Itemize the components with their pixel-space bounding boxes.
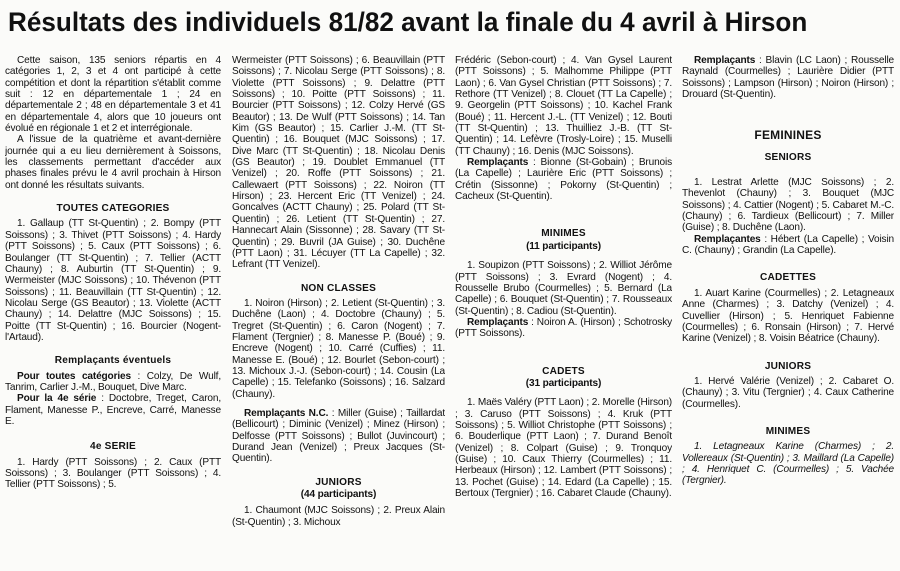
substitutes-paragraph: [682, 234, 894, 257]
substitutes-label: Remplaçants: [467, 316, 529, 328]
substitutes-text: : Noiron A. (Hirson) ; Schotrosky (PTT Soissons).: [455, 316, 672, 340]
substitutes-label: Remplaçants N.C.: [244, 407, 329, 419]
section-heading: CADETS: [542, 365, 585, 377]
section-heading: CADETTES: [760, 272, 816, 284]
column-3: [455, 55, 672, 569]
ranking-list: 1. Soupizon (PTT Soissons) ; 2. Williot Jérôme (PTT Soissons) ; 3. Evrard (Nogent) ; 4. Rousselle Brubo (Courmelles) ; 5. Bernard (La Capelle) ; 6. Bouquet (St-Quentin) ; 7. Rousseaux (St-Quentin) ; 8. Cadiou (St-Quentin).: [455, 260, 672, 317]
ranking-list: 1. Gallaup (TT St-Quentin) ; 2. Bompy (PTT Soissons) ; 3. Thivet (PTT Soissons) ; 4. Hardy (PTT Soissons) ; 5. Caux (PTT Soissons) ; 6. Boulanger (TT St-Quentin) ; 7. Tellier (ACTT Chauny) ; 8. Auburtin (TT St-Quentin) ; 9. Wermeister (MJC Soissons) ; 10. Thévenon (PTT Soissons) ; 11. Beauvillain (TT St-Quentin) ; 12. Nicolau Serge (GS Beautor) ; 13. Violette (ACTT Chauny) ; 14. Delattre (MJC Soissons) ; 15. Poitte (TT St-Quentin) ; 16. Bourcier (Nogent-l'Artaud).: [5, 218, 221, 343]
substitutes-label: Pour toutes catégories: [17, 370, 131, 382]
section-heading: Remplaçants éventuels: [54, 355, 172, 367]
substitutes-text: : Bionne (St-Gobain) ; Brunois (La Capelle) ; Laurière Eric (PTT Soissons) ; Crétin (Sissonne) ; Pokorny (St-Quentin) ; Cacheux (St-Quentin).: [455, 157, 672, 203]
substitutes-text: : Blavin (LC Laon) ; Rousselle Raynald (Courmelles) ; Laurière Didier (PTT Soissons) ; Lampson (Hirson) ; Noiron (Hirson) ; Drouard (St-Quentin).: [682, 55, 894, 101]
substitutes-text: : Miller (Guise) ; Taillardat (Bellicourt) ; Diminic (Venizel) ; Minez (Hirson) ; Delfosse (PTT Soissons) ; Bullot (Juvincourt) ; Durand Jean (Venizel) ; Preux Jacques (St-Quentin).: [232, 407, 445, 465]
ranking-list: 1. Hardy (PTT Soissons) ; 2. Caux (PTT Soissons) ; 3. Boulanger (PTT Soissons) ; 4. Tellier (PTT Soissons) ; 5.: [5, 456, 221, 491]
substitutes-text: : Hébert (La Capelle) ; Voisin C. (Chauny) ; Grandin (La Capelle).: [682, 233, 894, 257]
section-heading: JUNIORS: [764, 360, 812, 372]
section-heading: FEMININES: [754, 128, 822, 143]
substitutes-label: Pour la 4e série: [17, 393, 97, 405]
substitutes-paragraph: [455, 157, 672, 202]
column-1: [5, 55, 221, 569]
ranking-list: 1. Chaumont (MJC Soissons) ; 2. Preux Alain (St-Quentin) ; 3. Michoux: [232, 505, 445, 528]
section-heading: MINIMES: [541, 228, 586, 240]
substitutes-label: Remplaçantes: [694, 233, 761, 245]
section-heading: NON CLASSES: [300, 282, 377, 294]
substitutes-paragraph: [5, 393, 221, 427]
ranking-list: 1. Maës Valéry (PTT Laon) ; 2. Morelle (Hirson) ; 3. Caruso (PTT Soissons) ; 4. Kruk (PTT Soissons) ; 5. Williot Christophe (PTT Soissons) ; 6. Bouderlique (PTT Laon) ; 7. Durand Benoît (Venizel) ; 8. Colpart (Guise) ; 9. Tronquoy (Guise) ; 10. Caux Thierry (Courmelles) ; 11. Herbeaux (Hirson) ; 12. Lambert (PTT Soissons) ; 13. Pochet (Guise) ; 14. Edard (La Capelle) ; 15. Bertoux (Tergnier) ; 16. Cabaret Claude (Chauny).: [455, 397, 672, 499]
ranking-list-continued: Frédéric (Sebon-court) ; 4. Van Gysel Laurent (PTT Soissons) ; 5. Malhomme Philippe (PTT Laon) ; 6. Van Gysel Christian (PTT Soissons) ; 7. Rethore (TT Venizel) ; 8. Clouet (TT La Capelle) ; 9. Georgelin (PTT Soissons) ; 10. Kachel Frank (Boué) ; 11. Hercent J.-L. (TT Venizel) ; 12. Bouti (TT St-Quentin) ; 13. Thuilliez J.-B. (TT St-Quentin) ; 14. Lefèvre (Trosly-Loire) ; 15. Muselli (TT Chauny) ; 16. Denis (MJC Soissons).: [455, 55, 672, 157]
substitutes-paragraph: [232, 408, 445, 465]
ranking-list: 1. Hervé Valérie (Venizel) ; 2. Cabaret O. (Chauny) ; 3. Vitu (Tergnier) ; 4. Caux Catherine (Courmelles).: [682, 375, 894, 410]
substitutes-text: : Doctobre, Treget, Caron, Flament, Manesse P., Encreve, Carré, Manesse E.: [5, 393, 221, 427]
ranking-list: 1. Letagneaux Karine (Charmes) ; 2. Vollereaux (St-Quentin) ; 3. Maillard (La Capelle) ; 4. Henriquet C. (Courmelles) ; 5. Vachée (Tergnier).: [682, 441, 894, 487]
section-heading: SENIORS: [764, 151, 812, 163]
substitutes-text: : Colzy, De Wulf, Tanrim, Carlier J.-M., Bouquet, Dive Marc.: [5, 370, 221, 393]
ranking-list-continued: Wermeister (PTT Soissons) ; 6. Beauvillain (PTT Soissons) ; 7. Nicolau Serge (PTT Soissons) ; 8. Violette (PTT Soissons) ; 9. Delattre (PTT Soissons) ; 10. Poitte (PTT Soissons) ; 11. Bourcier (PTT Soissons) ; 12. Colzy Hervé (GS Beautor) ; 13. De Wulf (PTT Soissons) ; 14. Tan Kim (GS Beautor) ; 15. Carlier J.-M. (TT St-Quentin) ; 16. Bouquet (MJC Soissons) ; 17. Dive Marc (TT St-Quentin) ; 18. Nicolau Denis (GS Beautor) ; 19. Doublet Emmanuel (TT Venizel) ; 20. Roffe (PTT Soissons) ; 21. Callewaert (PTT Soissons) ; 22. Noiron (TT Hirson) ; 23. Hercent Eric (TT Venizel) ; 24. Goncalves (ACTT Chauny) ; 25. Polard (TT St-Quentin) ; 26. Letient (TT St-Quentin) ; 27. Hannecart Alain (Sissonne) ; 28. Savary (TT St-Quentin) ; 29. Buvril (JA Guise) ; 30. Duchêne (PTT Laon) ; 31. Lécuyer (TT La Capelle) ; 32. Lefrant (TT Venizel).: [232, 55, 445, 271]
substitutes-paragraph: [455, 317, 672, 340]
substitutes-paragraph: [682, 55, 894, 100]
section-heading: MINIMES: [765, 425, 811, 437]
section-subheading: (31 participants): [525, 377, 602, 389]
column-2: [232, 55, 445, 569]
page-title: Résultats des individuels 81/82 avant la finale du 4 avril à Hirson: [8, 7, 808, 37]
intro-paragraph: Cette saison, 135 seniors répartis en 4 catégories 1, 2, 3 et 4 ont participé à cette compétition et dont la répartition s'établit comme suit : 12 en départementale 1 ; 24 en départementale 2 ; 48 en départementale 3 et 41 en départementale 4, alors que 10 joueurs ont évolué en régionale 1 et 2 et interrégionale.: [5, 55, 221, 135]
section-heading: JUNIORS: [315, 476, 362, 488]
substitutes-label: Remplaçants: [694, 55, 756, 66]
substitutes-label: Remplaçants: [467, 157, 529, 169]
substitutes-paragraph: [5, 371, 221, 394]
column-4: [682, 55, 894, 569]
ranking-list: 1. Lestrat Arlette (MJC Soissons) ; 2. Thevenlot (Chauny) ; 3. Bouquet (MJC Soissons) ; 4. Cattier (Nogent) ; 5. Cabaret M.-C. (Chauny) ; 6. Tardieux (Bellicourt) ; 7. Miller (Guise) ; 8. Duchêne (Laon).: [682, 177, 894, 234]
ranking-list: 1. Noiron (Hirson) ; 2. Letient (St-Quentin) ; 3. Duchêne (Laon) ; 4. Doctobre (Chauny) ; 5. Tregret (St-Quentin) ; 6. Caron (Nogent) ; 7. Flament (Tergnier) ; 8. Manesse P. (Boué) ; 9. Encreve (Nogent) ; 10. Carré (Cuffies) ; 11. Manesse E. (Boué) ; 12. Bourlet (Sebon-court) ; 13. Michoux J.-J. (Sebon-court) ; 14. Cousin (La Capelle) ; 15. Telefanko (Soissons) ; 16. Salzard (Chauny).: [232, 297, 445, 400]
section-subheading: (11 participants): [526, 240, 601, 252]
intro-paragraph: A l'issue de la quatrième et avant-dernière journée qui a eu lieu dernièrement à Soissons, les classements permettant d'accéder aux phases finales prévu le 4 avril prochain à Hirson ont donné les résultats suivants.: [5, 134, 221, 191]
ranking-list: 1. Auart Karine (Courmelles) ; 2. Letagneaux Anne (Charmes) ; 3. Datchy (Venizel) ; 4. Cuvellier (Hirson) ; 5. Henriquet Fabienne (Courmelles) ; 6. Ronsain (Hirson) ; 7. Hervé Karine (Venizel) ; 8. Voisin Béatrice (Chauny).: [682, 287, 894, 345]
section-heading: 4e SERIE: [90, 441, 136, 453]
section-heading: TOUTES CATEGORIES: [56, 203, 170, 215]
section-subheading: (44 participants): [300, 489, 377, 501]
